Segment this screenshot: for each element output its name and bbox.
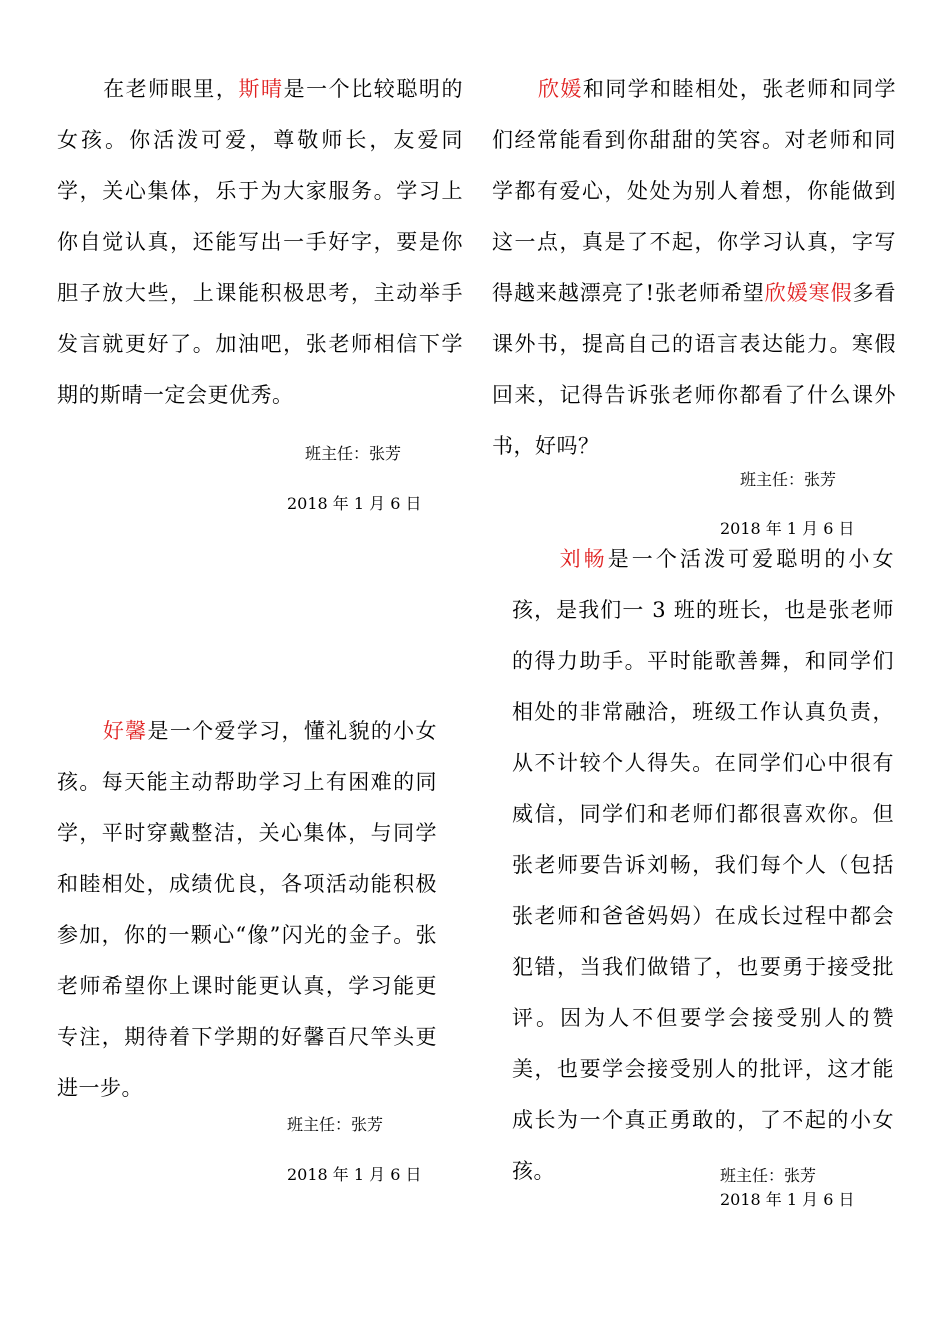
comment-sijing <box>57 64 463 421</box>
comment-body: 是一个活泼可爱聪明的小女孩，是我们一 3 班的班长，也是张老师的得力助手。平时能歌善舞，和同学们相处的非常融洽，班级工作认真负责，从不计较个人得失。在同学们心中很有威信，同学们和老师们都很喜欢你。但张老师要告诉刘畅，我们每个人（包括张老师和爸爸妈妈）在成长过程中都会犯错，当我们做错了，也要勇于接受批评。因为人不但要学会接受别人的赞美，也要学会接受别人的批评，这才能成长为一个真正勇敢的，了不起的小女孩。 <box>512 547 895 1183</box>
signature: 班主任：张芳 <box>720 1166 817 1185</box>
signature: 班主任：张芳 <box>287 1115 384 1134</box>
signature: 班主任：张芳 <box>740 470 837 489</box>
comment-body: 是一个爱学习，懂礼貌的小女孩。每天能主动帮助学习上有困难的同学，平时穿戴整洁，关心集体，与同学和睦相处，成绩优良，各项活动能积极参加，你的一颗心“像”闪光的金子。张老师希望你上课时能更认真，学习能更专注，期待着下学期的好馨百尺竿头更进一步。 <box>57 719 437 1100</box>
signature: 班主任：张芳 <box>305 444 402 463</box>
student-name: 欣媛 <box>537 77 583 101</box>
comment-prefix: 在老师眼里， <box>102 77 239 101</box>
date: 2018 年 1 月 6 日 <box>287 1165 422 1184</box>
student-name: 好馨 <box>102 719 148 743</box>
comment-haoxin <box>57 706 437 1114</box>
comment-xinyuan <box>492 64 896 472</box>
student-name: 刘畅 <box>557 547 608 571</box>
comment-body-continued: 多看课外书，提高自己的语言表达能力。寒假回来，记得告诉张老师你都看了什么课外书，好吗？ <box>492 281 896 458</box>
comment-body: 是一个比较聪明的女孩。你活泼可爱，尊敬师长，友爱同学，关心集体，乐于为大家服务。学习上你自觉认真，还能写出一手好字，要是你胆子放大些，上课能积极思考，主动举手发言就更好了。加油吧，张老师相信下学期的斯晴一定会更优秀。 <box>57 77 463 407</box>
date: 2018 年 1 月 6 日 <box>720 1190 855 1209</box>
comment-body: 和同学和睦相处，张老师和同学们经常能看到你甜甜的笑容。对老师和同学都有爱心，处处为别人着想，你能做到这一点，真是了不起，你学习认真，字写得越来越漂亮了!张老师希望 <box>492 77 896 305</box>
date: 2018 年 1 月 6 日 <box>287 494 422 513</box>
student-name-highlight: 欣媛寒假 <box>764 281 853 305</box>
comment-liuchang <box>512 534 894 1197</box>
date: 2018 年 1 月 6 日 <box>720 519 855 538</box>
student-name: 斯晴 <box>238 77 284 101</box>
